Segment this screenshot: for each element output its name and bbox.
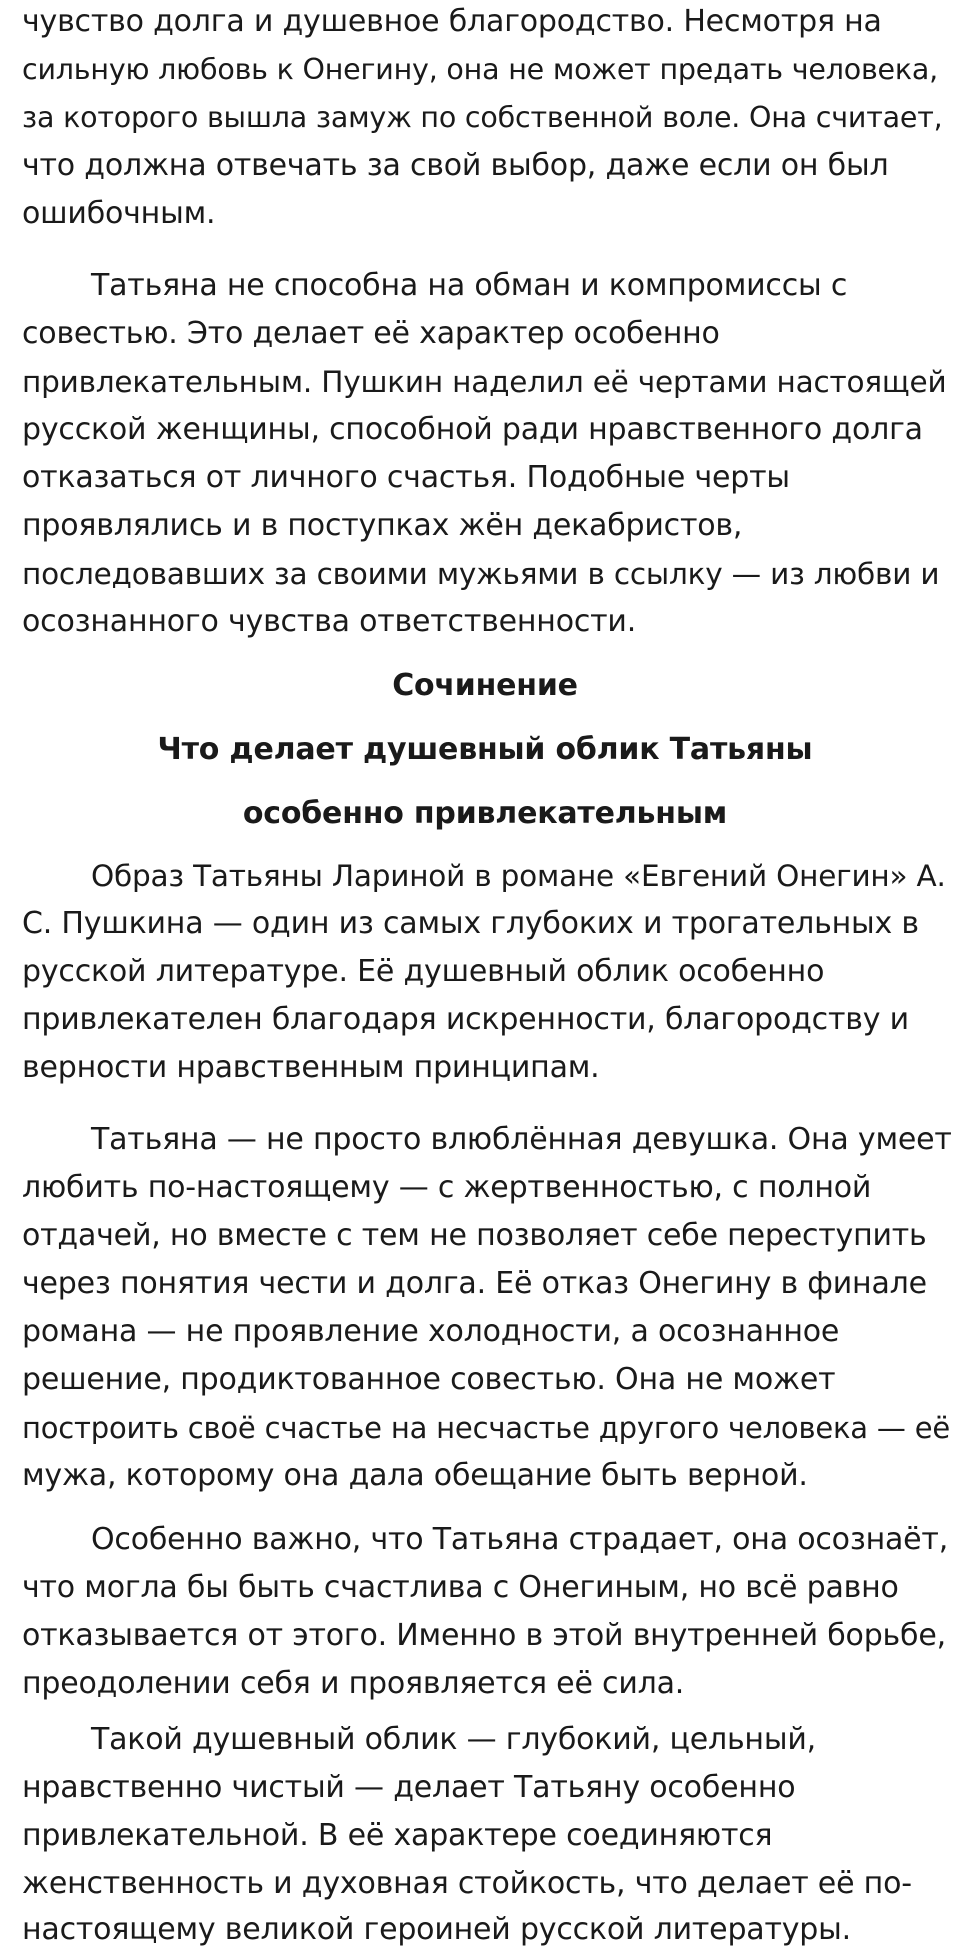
text-line: мужа, которому она дала обещание быть верной. <box>22 1458 808 1493</box>
text-line: осознанного чувства ответственности. <box>22 604 637 639</box>
text-line: русской женщины, способной ради нравственного долга <box>22 412 923 447</box>
text-line: любить по-настоящему — с жертвенностью, с полной <box>22 1170 872 1205</box>
text-line: отдачей, но вместе с тем не позволяет себе переступить <box>22 1218 927 1253</box>
text-line: проявлялись и в поступках жён декабристов, <box>22 508 743 543</box>
essay-label: Сочинение <box>392 668 578 703</box>
text-line: ошибочным. <box>22 196 216 231</box>
text-line: Такой душевный облик — глубокий, цельный, <box>91 1722 816 1757</box>
text-line: верности нравственным принципам. <box>22 1050 600 1085</box>
text-line: что могла бы быть счастлива с Онегиным, но всё равно <box>22 1570 899 1605</box>
text-line: женственность и духовная стойкость, что делает её по- <box>22 1866 912 1901</box>
text-line: последовавших за своими мужьями в ссылку — из любви и <box>22 557 940 591</box>
text-line: привлекателен благодаря искренности, благородству и <box>22 1002 909 1037</box>
text-line: преодолении себя и проявляется её сила. <box>22 1666 685 1701</box>
text-line: отказывается от этого. Именно в этой внутренней борьбе, <box>22 1618 946 1653</box>
text-line: построить своё счастье на несчастье другого человека — её <box>22 1411 950 1445</box>
text-line: Татьяна — не просто влюблённая девушка. Она умеет <box>91 1122 952 1157</box>
text-line: решение, продиктованное совестью. Она не может <box>22 1362 836 1397</box>
text-line: привлекательным. Пушкин наделил её чертами настоящей <box>22 365 947 399</box>
text-line: С. Пушкина — один из самых глубоких и трогательных в <box>22 906 919 941</box>
essay-title-line-2: особенно привлекательным <box>242 796 728 831</box>
text-line: через понятия чести и долга. Её отказ Онегину в финале <box>22 1266 927 1301</box>
text-line: русской литературе. Её душевный облик особенно <box>22 954 825 989</box>
text-line: Татьяна не способна на обман и компромиссы с <box>91 268 848 303</box>
text-line: настоящему великой героиней русской литературы. <box>22 1912 851 1947</box>
text-line: Особенно важно, что Татьяна страдает, она осознаёт, <box>91 1522 949 1557</box>
text-line: отказаться от личного счастья. Подобные черты <box>22 460 790 495</box>
text-line: Образ Татьяны Лариной в романе «Евгений Онегин» А. <box>91 859 946 893</box>
text-line: чувство долга и душевное благородство. Несмотря на <box>22 4 882 39</box>
text-line: сильную любовь к Онегину, она не может предать человека, <box>22 53 939 86</box>
text-line: романа — не проявление холодности, а осознанное <box>22 1314 840 1349</box>
text-line: нравственно чистый — делает Татьяну особенно <box>22 1770 796 1805</box>
essay-title-line-1: Что делает душевный облик Татьяны <box>157 732 813 767</box>
text-line: за которого вышла замуж по собственной воле. Она считает, <box>22 101 943 134</box>
text-line: что должна отвечать за свой выбор, даже если он был <box>22 148 889 183</box>
text-line: привлекательной. В её характере соединяются <box>22 1818 773 1853</box>
text-line: совестью. Это делает её характер особенно <box>22 316 720 351</box>
